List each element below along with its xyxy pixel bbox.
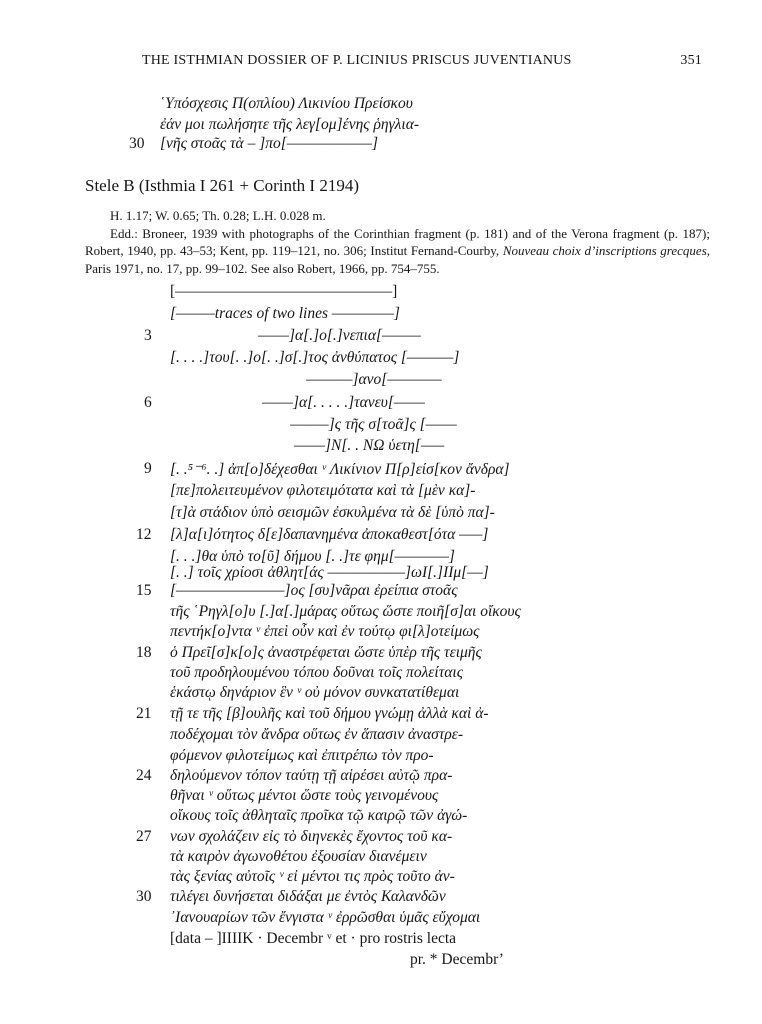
inscription-line: νων σχολάζειν εἰς τὸ διηνεκὲς ἔχοντος τοῦ κα- <box>170 828 453 845</box>
inscription-line: τὰς ξενίας αὐτοῖς ᵛ εἰ μέντοι τις πρὸς τοῦτο ἀν- <box>170 868 455 885</box>
inscription-line: ––––––]ανο[––––––– <box>306 371 442 388</box>
running-title: THE ISTHMIAN DOSSIER OF P. LICINIUS PRISCUS JUVENTIANUS <box>142 53 572 68</box>
inscription-line: τῆς ῾Ρηγλ[ο]υ [.]α[.]μάρας οὕτως ὥστε ποιῆ[σ]αι οἴκους <box>170 603 521 620</box>
line-number: 18 <box>136 644 152 661</box>
inscription-line: [λ]α[ι]ότητος δ[ε]δαπανημένα ἀποκαθεστ[ότα –––] <box>170 526 489 543</box>
inscription-line: οἴκους τοῖς ἀθληταῖς προῖκα τῷ καιρῷ τῶν ἀγώ- <box>170 807 468 824</box>
line-number: 9 <box>144 460 152 477</box>
inscription-line: τοῦ προδηλουμένου τόπου δοῦναι τοῖς πολείταις <box>170 664 463 681</box>
inscription-line: ––––]N[. . NΩ ὑετη[––– <box>294 437 445 454</box>
top-line-2: ἐάν μοι πωλήσητε τῆς λεγ[ομ]ένης ῥηγλια- <box>160 116 420 133</box>
editions-text-2: , Paris 1971, no. 17, pp. 99–102. See also Robert, 1966, pp. 754–755. <box>85 243 710 276</box>
inscription-line: θῆναι ᵛ οὕτως μέντοι ὥστε τοὺς γεινομένους <box>170 787 439 804</box>
page-number: 351 <box>680 53 702 68</box>
line-number: 3 <box>144 327 152 344</box>
inscription-line: ––––]α[.]ο[.]νεπια[––––– <box>258 327 421 344</box>
line-number: 12 <box>136 526 152 543</box>
line-number: 24 <box>136 767 152 784</box>
editions-paragraph <box>85 225 710 277</box>
line-number: 6 <box>144 394 152 411</box>
editions-text-1: Edd.: Broneer, 1939 with photographs of the Corinthian fragment (p. 181) and of the Verona fragment (p. 187); Robert, 1940, pp. 43–53; Kent, pp. 119–121, no. 306; Institut Fernand-Courby, <box>85 226 710 259</box>
line-number: 15 <box>136 582 152 599</box>
inscription-line: φόμενον φιλοτείμως καὶ ἐπιτρέπω τὸν προ- <box>170 747 434 764</box>
inscription-line: δηλούμενον τόπον ταύτῃ τῇ αἱρέσει αὐτῷ πρα- <box>170 767 453 784</box>
inscription-line: τῇ τε τῆς [β]ουλῆς καὶ τοῦ δήμου γνώμῃ ἀλλὰ καὶ ἀ- <box>170 705 489 722</box>
inscription-line: [–––––traces of two lines ––––––––] <box>170 305 400 322</box>
inscription-line: ––––]α[. . . . .]τανευ[–––– <box>262 394 425 411</box>
inscription-line: τὰ καιρὸν ἀγωνοθέτου ἐξουσίαν διανέμειν <box>170 848 427 865</box>
inscription-line: [. .⁵⁻⁶. .] ἀπ[ο]δέχεσθαι ᵛ Λικίνιον Π[ρ]είσ[κον ἄνδρα] <box>170 461 510 478</box>
line-number: 21 <box>136 705 152 722</box>
inscription-line: [τ]ὰ στάδιον ὑπὸ σεισμῶν ἐσκυλμένα τὰ δὲ [ὑπὸ πα]- <box>170 504 495 521</box>
inscription-line: ποδέχομαι τὸν ἄνδρα οὕτως ἐν ἅπασιν ἀναστρε- <box>170 726 464 743</box>
line-number: 27 <box>136 828 152 845</box>
inscription-line: pr. * Decembr’ <box>410 951 504 968</box>
editions-italic-title: Nouveau choix d’inscriptions grecques <box>502 243 707 259</box>
stele-heading: Stele B (Isthmia I 261 + Corinth I 2194) <box>85 176 360 195</box>
inscription-line: [. . .]θα ὑπὸ το[ῦ] δήμου [. .]τε φημ[–––––––] <box>170 548 455 565</box>
top-line-3: [νῆς στοᾶς τὰ – ]πο[–––––––––––] <box>160 135 379 152</box>
inscription-line: [––––––––––––––––––––––––––––] <box>170 283 398 300</box>
inscription-line: τιλέγει δυνήσεται διδάξαι με ἐντὸς Καλανδῶν <box>170 888 446 905</box>
inscription-line: πεντήκ[ο]ντα ᵛ ἐπεὶ οὖν καὶ ἐν τούτῳ φι[λ]οτείμως <box>170 623 480 640</box>
top-line-number: 30 <box>129 135 145 152</box>
inscription-line: ᾿Ιανουαρίων τῶν ἔνγιστα ᵛ ἐρρῶσθαι ὑμᾶς εὔχομαι <box>170 909 481 926</box>
inscription-line: [πε]πολειτευμένον φιλοτειμότατα καὶ τὰ [μὲν κα]- <box>170 482 476 499</box>
inscription-line: ἑκάστῳ δηνάριον ἓν ᵛ οὐ μόνον συνκατατίθεμαι <box>170 684 460 701</box>
inscription-line: ὁ Πρεῖ[σ]κ[ο]ς ἀναστρέφεται ὥστε ὑπὲρ τῆς τειμῆς <box>170 644 482 661</box>
inscription-line: –––––]ς τῆς σ[τοᾶ]ς [–––– <box>290 416 457 433</box>
inscription-line: [data – ]IIIIK · Decembr ᵛ et · pro rostris lecta <box>170 930 457 947</box>
line-number: 30 <box>136 888 152 905</box>
top-line-1: ῾Υπόσχεσις Π(οπλίου) Λικινίου Πρείσκου <box>160 95 413 112</box>
inscription-line: [. .] τοῖς χρίοσι ἀθλητ[άς ––––––––––]ωΙ[.]ΙΙμ[––] <box>170 564 489 581</box>
inscription-line: [––––––––––––––]ος [συ]νᾶραι ἐρείπια στοᾶς <box>170 582 458 599</box>
inscription-line: [. . . .]του[. .]ο[. .]σ[.]τος ἀνθύπατος [––––––] <box>170 349 460 366</box>
measurements: H. 1.17; W. 0.65; Th. 0.28; L.H. 0.028 m. <box>110 208 326 223</box>
